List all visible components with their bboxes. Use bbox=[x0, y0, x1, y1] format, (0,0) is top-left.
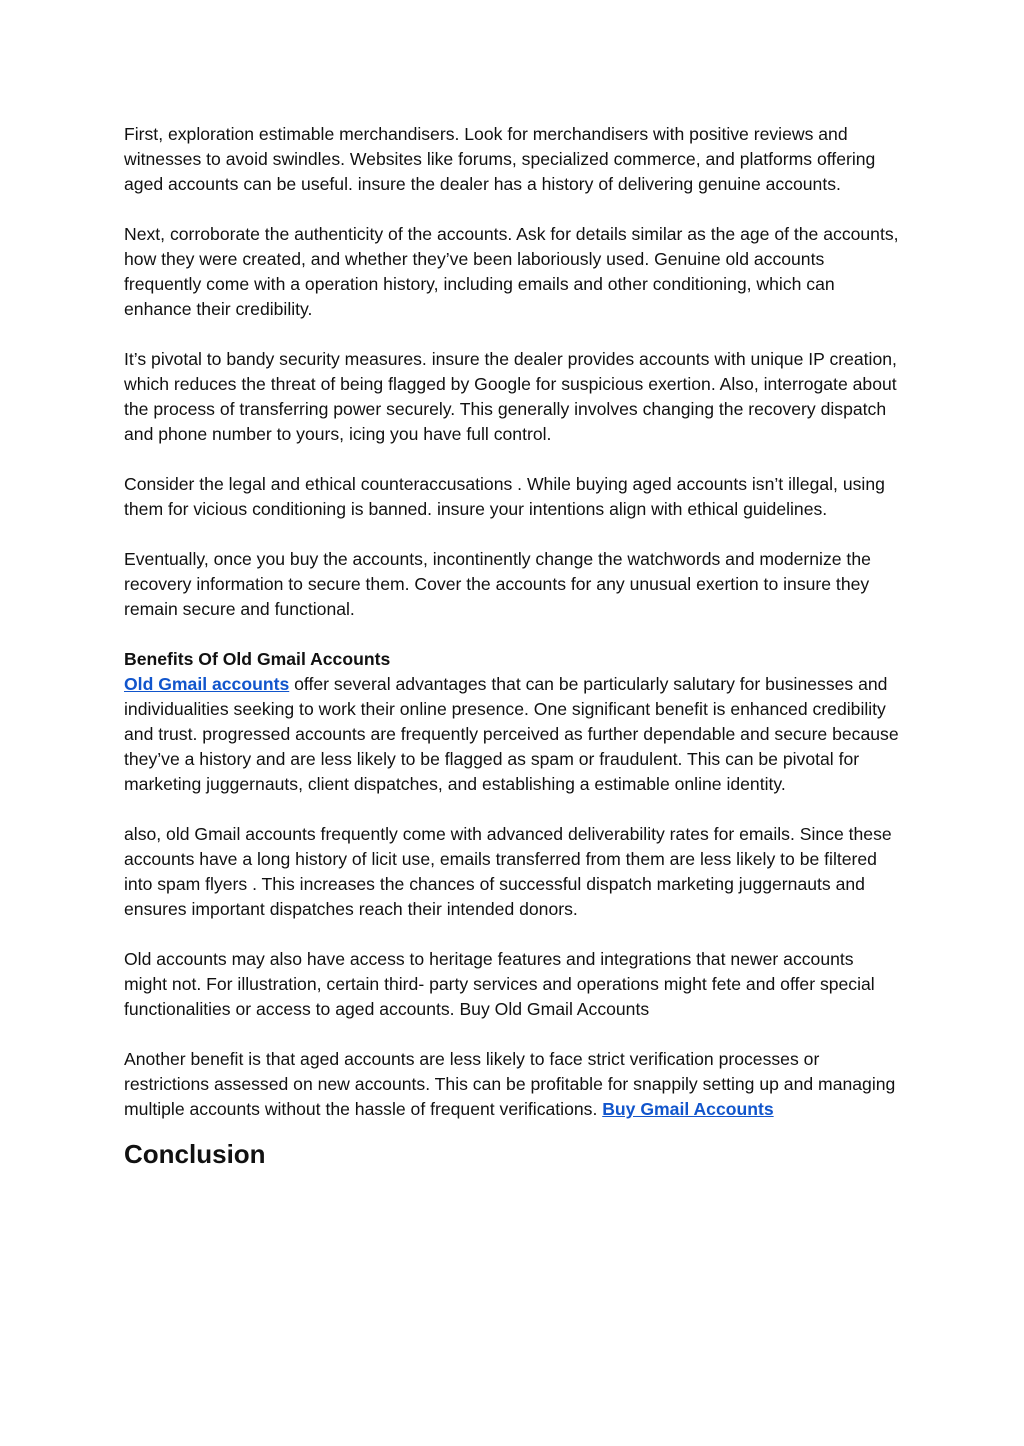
paragraph-legal-ethical: Consider the legal and ethical counteraccusations . While buying aged accounts isn’t illegal, using them for vicious conditioning is banned. insure your intentions align with ethical guidelines. bbox=[124, 474, 885, 519]
paragraph-benefits-legacy-features: Old accounts may also have access to heritage features and integrations that newer accounts might not. For illustration, certain third- party services and operations might fete and offer special functionalities or access to aged accounts. Buy Old Gmail Accounts bbox=[124, 949, 875, 1019]
conclusion-heading: Conclusion bbox=[124, 1139, 266, 1169]
paragraph-benefits-credibility-text: offer several advantages that can be particularly salutary for businesses and individualities seeking to work their online presence. One significant benefit is enhanced credibility and trust. progressed accounts are frequently perceived as further dependable and secure because they’ve a history and are less likely to be flagged as spam or fraudulent. This can be pivotal for marketing juggernauts, client dispatches, and establishing a estimable online identity. bbox=[124, 674, 899, 794]
paragraph-research-sellers: First, exploration estimable merchandisers. Look for merchandisers with positive reviews and witnesses to avoid swindles. Websites like forums, specialized commerce, and platforms offering aged accounts can be useful. insure the dealer has a history of delivering genuine accounts. bbox=[124, 124, 876, 194]
paragraph-benefits-verification-text: Another benefit is that aged accounts are less likely to face strict verification processes or restrictions assessed on new accounts. This can be profitable for snappily setting up and managing multiple accounts without the hassle of frequent verifications. bbox=[124, 1049, 896, 1119]
paragraph-security-measures: It’s pivotal to bandy security measures. insure the dealer provides accounts with unique IP creation, which reduces the threat of being flagged by Google for suspicious exertion. Also, interrogate about the process of transferring power securely. This generally involves changing the recovery dispatch and phone number to yours, icing you have full control. bbox=[124, 349, 897, 444]
paragraph-benefits-credibility bbox=[124, 672, 900, 797]
old-gmail-accounts-link[interactable]: Old Gmail accounts bbox=[124, 674, 290, 694]
paragraph-verify-authenticity: Next, corroborate the authenticity of the accounts. Ask for details similar as the age of the accounts, how they were created, and whether they’ve been laboriously used. Genuine old accounts frequently come with a operation history, including emails and other conditioning, which can enhance their credibility. bbox=[124, 224, 899, 319]
benefits-heading: Benefits Of Old Gmail Accounts bbox=[124, 649, 391, 669]
paragraph-benefits-deliverability: also, old Gmail accounts frequently come with advanced deliverability rates for emails. Since these accounts have a long history of licit use, emails transferred from them are less likely to be filtered into spam flyers . This increases the chances of successful dispatch marketing juggernauts and ensures important dispatches reach their intended donors. bbox=[124, 824, 892, 919]
paragraph-change-passwords: Eventually, once you buy the accounts, incontinently change the watchwords and modernize the recovery information to secure them. Cover the accounts for any unusual exertion to insure they remain secure and functional. bbox=[124, 549, 871, 619]
buy-gmail-accounts-link[interactable]: Buy Gmail Accounts bbox=[602, 1099, 774, 1119]
paragraph-benefits-verification bbox=[124, 1047, 900, 1122]
document-body bbox=[124, 122, 900, 1172]
